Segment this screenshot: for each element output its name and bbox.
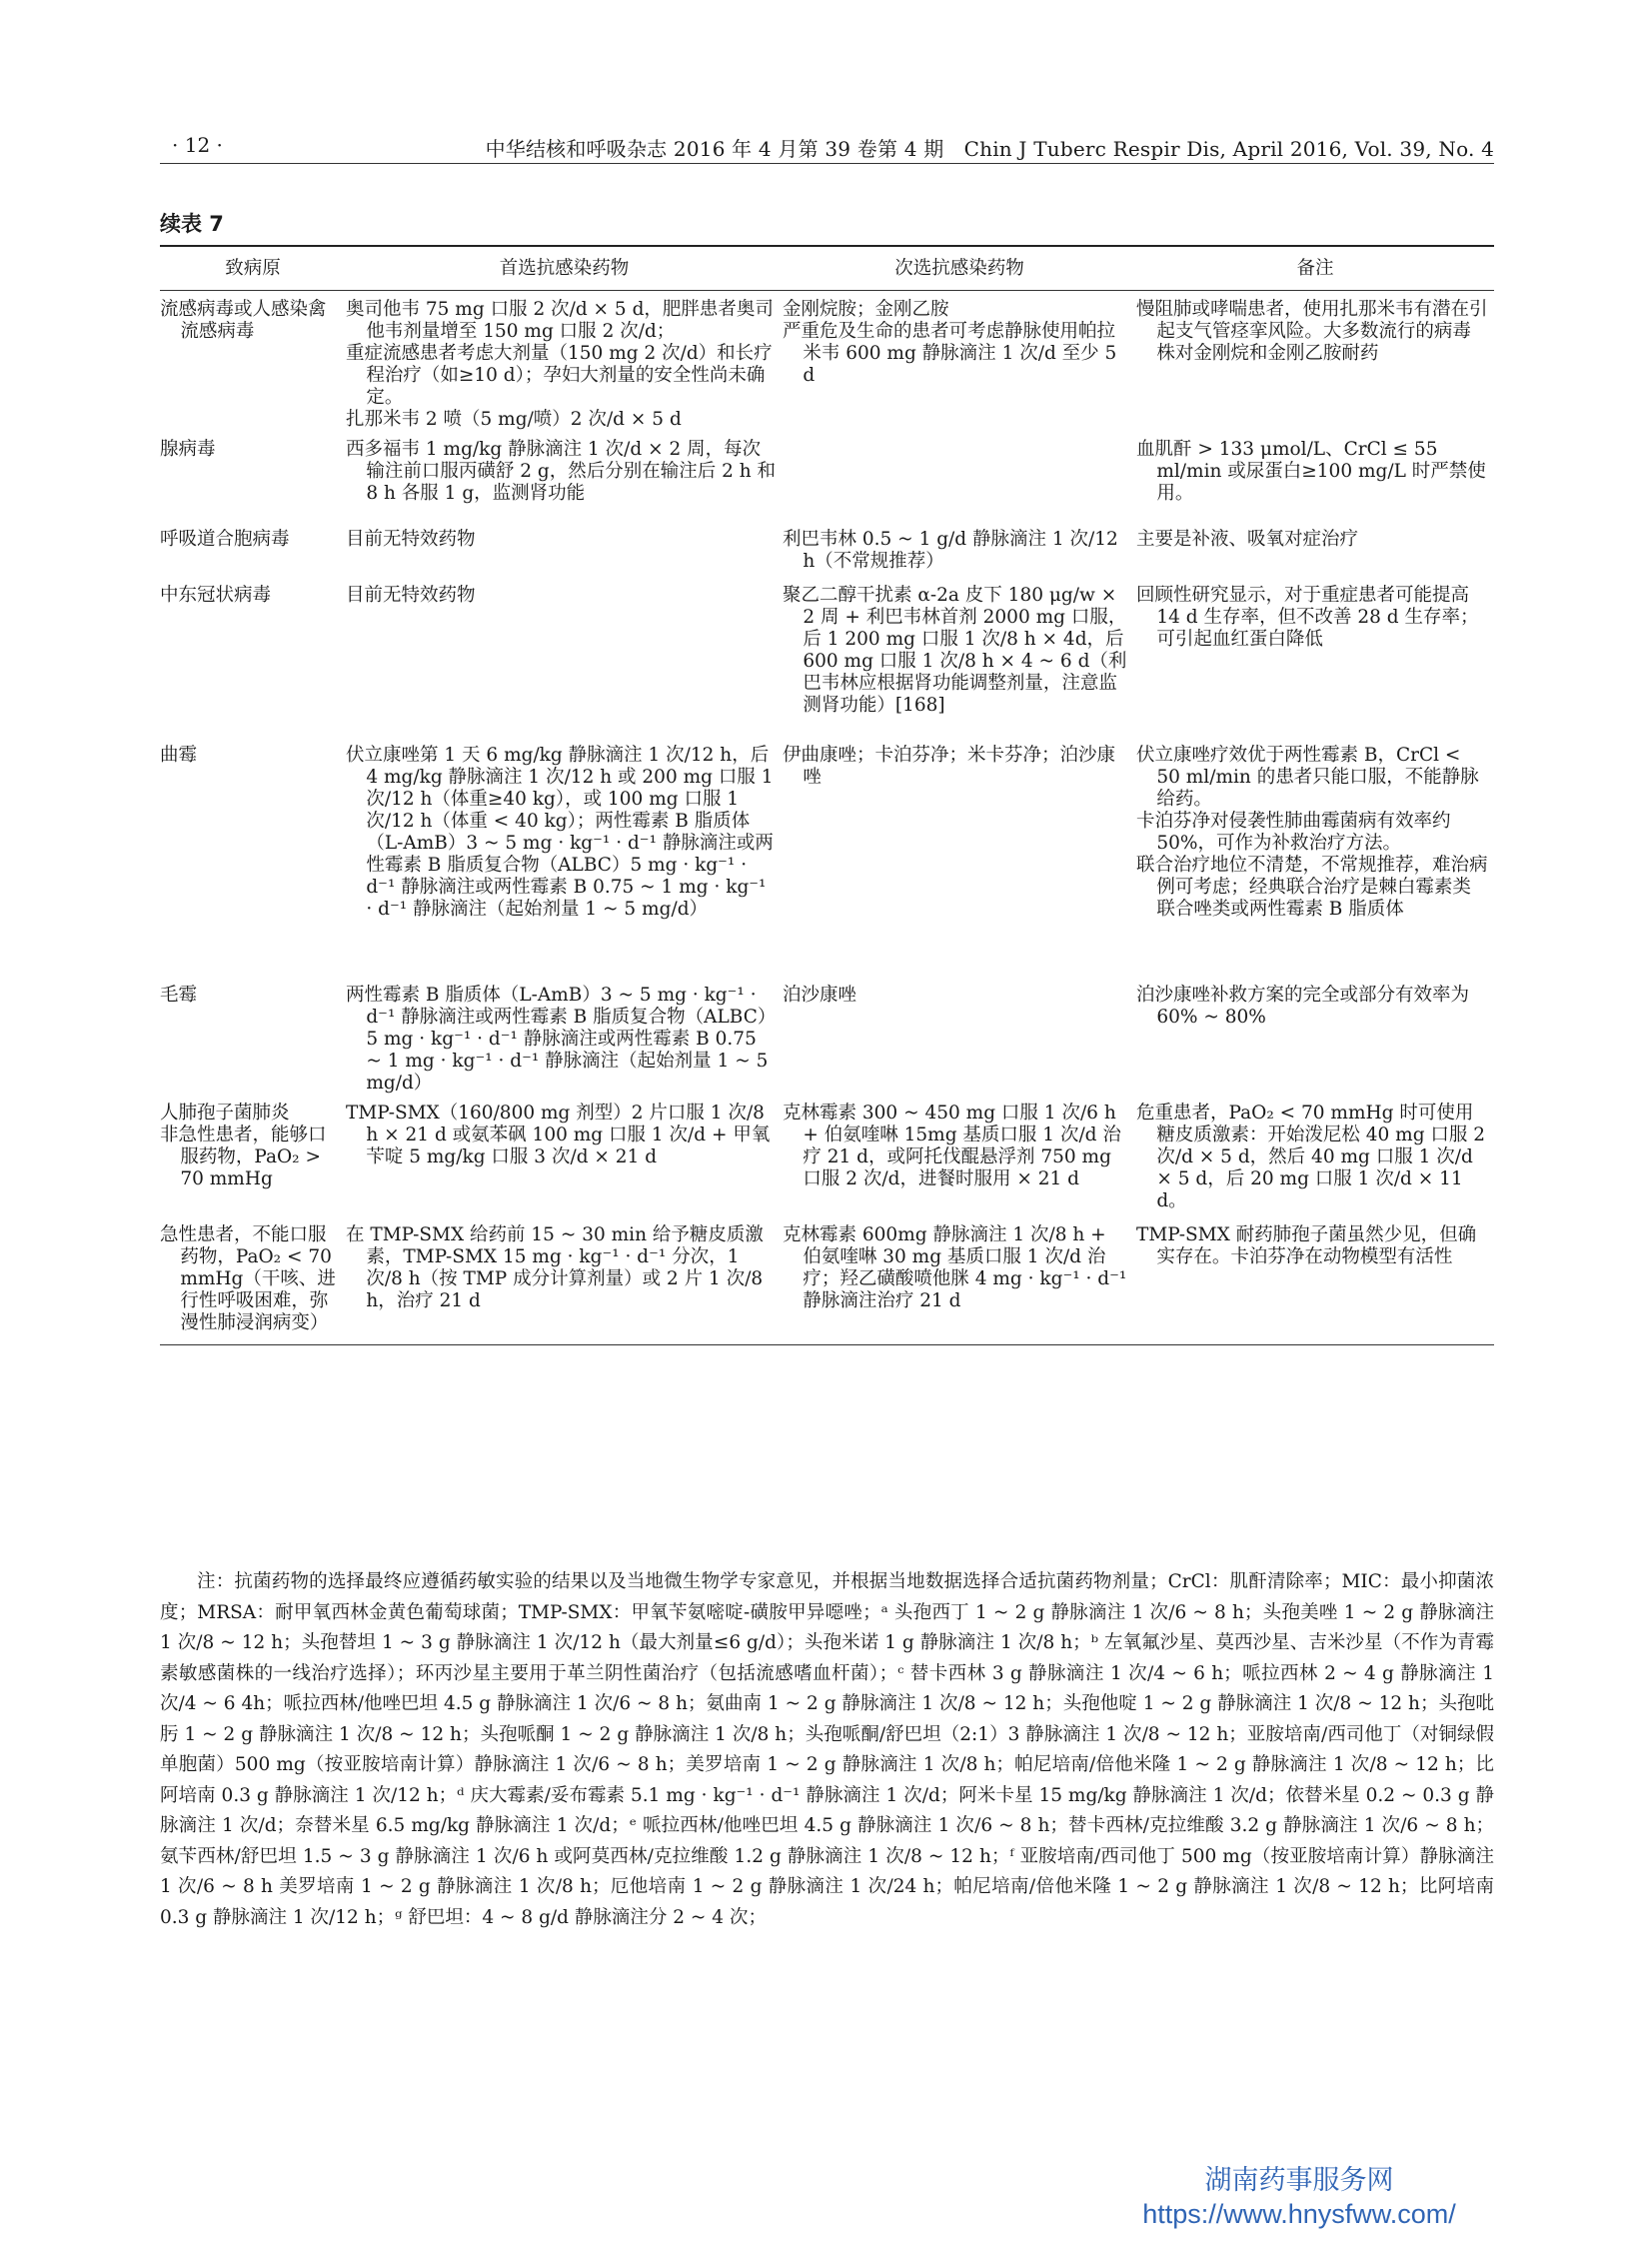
cell-second-choice xyxy=(783,737,1136,977)
cell-second-choice xyxy=(783,1216,1136,1344)
table-notes xyxy=(160,1567,1494,1933)
cell-remarks xyxy=(1136,977,1494,1095)
cell-first-choice xyxy=(346,737,783,977)
cell-text: 西多福韦 1 mg/kg 静脉滴注 1 次/d × 2 周，每次输注前口服丙磺舒 2 g，然后分别在输注后 2 h 和 8 h 各服 1 g，监测肾功能 xyxy=(346,439,782,504)
cell-text: 腺病毒 xyxy=(160,439,216,460)
cell-text: 两性霉素 B 脂质体（L-AmB）3 ~ 5 mg · kg⁻¹ · d⁻¹ 静脉滴注或两性霉素 B 脂质复合物（ALBC）5 mg · kg⁻¹ · d⁻¹ 静脉滴注或两性霉素 B 0.75 ~ 1 mg · kg⁻¹ · d⁻¹ 静脉滴注（起始剂量 1 ~ 5 mg/d） xyxy=(346,985,777,1094)
cell-text: 联合治疗地位不清楚，不常规推荐，难治病例可考虑；经典联合治疗是棘白霉素类联合唑类或两性霉素 B 脂质体 xyxy=(1136,855,1488,920)
cell-first-choice xyxy=(346,521,783,577)
table-row xyxy=(160,577,1494,737)
cell-remarks xyxy=(1136,1095,1494,1216)
cell-pathogen xyxy=(160,1216,346,1344)
cell-text: 扎那米韦 2 喷（5 mg/喷）2 次/d × 5 d xyxy=(346,409,682,430)
column-header-second-choice: 次选抗感染药物 xyxy=(783,246,1136,291)
column-header-pathogen: 致病原 xyxy=(160,246,346,291)
cell-text: 金刚烷胺；金刚乙胺 xyxy=(783,299,949,320)
cell-text: TMP-SMX（160/800 mg 剂型）2 片口服 1 次/8 h × 21 d 或氨苯砜 100 mg 口服 1 次/d + 甲氧苄啶 5 mg/kg 口服 3 次/d × 21 d xyxy=(346,1103,771,1167)
cell-text: 呼吸道合胞病毒 xyxy=(160,529,290,550)
cell-text: 聚乙二醇干扰素 α-2a 皮下 180 μg/w × 2 周 + 利巴韦林首剂 2000 mg 口服，后 1 200 mg 口服 1 次/8 h × 4d，后 600 mg 口服 1 次/8 h × 4 ~ 6 d（利巴韦林应根据肾功能调整剂量，注意监测肾功能）[168] xyxy=(783,585,1130,716)
cell-text: 人肺孢子菌肺炎 xyxy=(160,1103,290,1123)
cell-pathogen xyxy=(160,431,346,521)
table-row xyxy=(160,1095,1494,1216)
header-rule xyxy=(160,163,1494,164)
cell-remarks xyxy=(1136,521,1494,577)
column-header-first-choice: 首选抗感染药物 xyxy=(346,246,783,291)
cell-remarks xyxy=(1136,291,1494,432)
cell-text: 主要是补液、吸氧对症治疗 xyxy=(1136,529,1359,550)
cell-pathogen xyxy=(160,291,346,432)
cell-second-choice xyxy=(783,1095,1136,1216)
table-row xyxy=(160,521,1494,577)
site-watermark xyxy=(1089,2163,1509,2231)
cell-first-choice xyxy=(346,577,783,737)
antimicrobial-table xyxy=(160,245,1494,1344)
cell-text: 目前无特效药物 xyxy=(346,585,476,606)
cell-text: 在 TMP-SMX 给药前 15 ~ 30 min 给予糖皮质激素，TMP-SMX 15 mg · kg⁻¹ · d⁻¹ 分次，1 次/8 h（按 TMP 成分计算剂量）或 2 片 1 次/8 h，治疗 21 d xyxy=(346,1224,770,1311)
table-row xyxy=(160,737,1494,977)
cell-text: 毛霉 xyxy=(160,985,198,1006)
table-row xyxy=(160,291,1494,432)
cell-second-choice xyxy=(783,577,1136,737)
table-header-row xyxy=(160,246,1494,291)
cell-text: 利巴韦林 0.5 ~ 1 g/d 静脉滴注 1 次/12 h（不常规推荐） xyxy=(783,529,1124,572)
cell-text: 回顾性研究显示，对于重症患者可能提高 14 d 生存率，但不改善 28 d 生存率；可引起血红蛋白降低 xyxy=(1136,585,1479,650)
cell-first-choice xyxy=(346,1095,783,1216)
cell-text: 非急性患者，能够口服药物，PaO₂ > 70 mmHg xyxy=(160,1124,327,1189)
cell-second-choice xyxy=(783,977,1136,1095)
table-row xyxy=(160,431,1494,521)
cell-remarks xyxy=(1136,577,1494,737)
cell-first-choice xyxy=(346,431,783,521)
watermark-name: 湖南药事服务网 xyxy=(1204,2165,1394,2195)
cell-first-choice xyxy=(346,1216,783,1344)
cell-pathogen xyxy=(160,977,346,1095)
cell-second-choice xyxy=(783,521,1136,577)
cell-text: TMP-SMX 耐药肺孢子菌虽然少见，但确实存在。卡泊芬净在动物模型有活性 xyxy=(1136,1224,1477,1267)
cell-text: 目前无特效药物 xyxy=(346,529,476,550)
table-body xyxy=(160,291,1494,1345)
cell-text: 急性患者，不能口服药物，PaO₂ < 70 mmHg（干咳、进行性呼吸困难，弥漫性肺浸润病变） xyxy=(160,1224,338,1333)
cell-pathogen xyxy=(160,521,346,577)
cell-second-choice xyxy=(783,431,1136,521)
cell-text: 泊沙康唑补救方案的完全或部分有效率为 60% ~ 80% xyxy=(1136,985,1475,1028)
cell-text: 伊曲康唑；卡泊芬净；米卡芬净；泊沙康唑 xyxy=(783,745,1116,788)
cell-pathogen xyxy=(160,1095,346,1216)
column-header-remarks: 备注 xyxy=(1136,246,1494,291)
cell-remarks xyxy=(1136,737,1494,977)
cell-text: 泊沙康唑 xyxy=(783,985,857,1006)
table-row xyxy=(160,1216,1494,1344)
cell-text: 奥司他韦 75 mg 口服 2 次/d × 5 d，肥胖患者奥司他韦剂量增至 150 mg 口服 2 次/d； xyxy=(346,299,774,342)
cell-remarks xyxy=(1136,431,1494,521)
journal-citation: 中华结核和呼吸杂志 2016 年 4 月第 39 卷第 4 期 Chin J Tuberc Respir Dis, April 2016, Vol. 39, No. 4 xyxy=(485,137,1494,161)
cell-text: 伏立康唑疗效优于两性霉素 B，CrCl < 50 ml/min 的患者只能口服，不能静脉给药。 xyxy=(1136,745,1479,810)
cell-text: 中东冠状病毒 xyxy=(160,585,272,606)
cell-text: 重症流感患者考虑大剂量（150 mg 2 次/d）和长疗程治疗（如≥10 d）；孕妇大剂量的安全性尚未确定。 xyxy=(346,343,773,408)
page-header xyxy=(160,133,1494,163)
table-title: 续表 7 xyxy=(160,212,224,236)
table-row xyxy=(160,977,1494,1095)
table-bottom-rule xyxy=(160,1344,1494,1345)
cell-text: 慢阻肺或哮喘患者，使用扎那米韦有潜在引起支气管痉挛风险。大多数流行的病毒株对金刚烷和金刚乙胺耐药 xyxy=(1136,299,1488,364)
notes-paragraph: 注：抗菌药物的选择最终应遵循药敏实验的结果以及当地微生物学专家意见，并根据当地数据选择合适抗菌药物剂量；CrCl：肌酐清除率；MIC：最小抑菌浓度；MRSA：耐甲氧西林金黄色葡萄球菌；TMP-SMX：甲氧苄氨嘧啶-磺胺甲异噁唑；ᵃ 头孢西丁 1 ~ 2 g 静脉滴注 1 次/6 ~ 8 h；头孢美唑 1 ~ 2 g 静脉滴注 1 次/8 ~ 12 h；头孢替坦 1 ~ 3 g 静脉滴注 1 次/12 h（最大剂量≤6 g/d）；头孢米诺 1 g 静脉滴注 1 次/8 h；ᵇ 左氧氟沙星、莫西沙星、吉米沙星（不作为青霉素敏感菌株的一线治疗选择）；环丙沙星主要用于革兰阴性菌治疗（包括流感嗜血杆菌）；ᶜ 替卡西林 3 g 静脉滴注 1 次/4 ~ 6 h；哌拉西林 2 ~ 4 g 静脉滴注 1 次/4 ~ 6 4h；哌拉西林/他唑巴坦 4.5 g 静脉滴注 1 次/6 ~ 8 h；氨曲南 1 ~ 2 g 静脉滴注 1 次/8 ~ 12 h；头孢他啶 1 ~ 2 g 静脉滴注 1 次/8 ~ 12 h；头孢吡肟 1 ~ 2 g 静脉滴注 1 次/8 ~ 12 h；头孢哌酮 1 ~ 2 g 静脉滴注 1 次/8 h；头孢哌酮/舒巴坦（2:1）3 静脉滴注 1 次/8 ~ 12 h；亚胺培南/西司他丁（对铜绿假单胞菌）500 mg（按亚胺培南计算）静脉滴注 1 次/6 ~ 8 h；美罗培南 1 ~ 2 g 静脉滴注 1 次/8 h；帕尼培南/倍他米隆 1 ~ 2 g 静脉滴注 1 次/8 ~ 12 h；比阿培南 0.3 g 静脉滴注 1 次/12 h；ᵈ 庆大霉素/妥布霉素 5.1 mg · kg⁻¹ · d⁻¹ 静脉滴注 1 次/d；阿米卡星 15 mg/kg 静脉滴注 1 次/d；依替米星 0.2 ~ 0.3 g 静脉滴注 1 次/d；奈替米星 6.5 mg/kg 静脉滴注 1 次/d；ᵉ 哌拉西林/他唑巴坦 4.5 g 静脉滴注 1 次/6 ~ 8 h；替卡西林/克拉维酸 3.2 g 静脉滴注 1 次/6 ~ 8 h；氨苄西林/舒巴坦 1.5 ~ 3 g 静脉滴注 1 次/6 h 或阿莫西林/克拉维酸 1.2 g 静脉滴注 1 次/8 ~ 12 h；ᶠ 亚胺培南/西司他丁 500 mg（按亚胺培南计算）静脉滴注 1 次/6 ~ 8 h 美罗培南 1 ~ 2 g 静脉滴注 1 次/8 h；厄他培南 1 ~ 2 g 静脉滴注 1 次/24 h；帕尼培南/倍他米隆 1 ~ 2 g 静脉滴注 1 次/8 ~ 12 h；比阿培南 0.3 g 静脉滴注 1 次/12 h；ᵍ 舒巴坦：4 ~ 8 g/d 静脉滴注分 2 ~ 4 次； xyxy=(160,1571,1494,1928)
cell-second-choice xyxy=(783,291,1136,432)
table-container xyxy=(160,245,1494,1345)
cell-pathogen xyxy=(160,737,346,977)
cell-first-choice xyxy=(346,291,783,432)
cell-text: 危重患者，PaO₂ < 70 mmHg 时可使用糖皮质激素：开始泼尼松 40 mg 口服 2 次/d × 5 d，然后 40 mg 口服 1 次/d × 5 d，后 20 mg 口服 1 次/d × 11 d。 xyxy=(1136,1103,1491,1211)
cell-remarks xyxy=(1136,1216,1494,1344)
cell-text: 伏立康唑第 1 天 6 mg/kg 静脉滴注 1 次/12 h，后 4 mg/kg 静脉滴注 1 次/12 h 或 200 mg 口服 1 次/12 h（体重≥40 kg），或 100 mg 口服 1 次/12 h（体重 < 40 kg）；两性霉素 B 脂质体（L-AmB）3 ~ 5 mg · kg⁻¹ · d⁻¹ 静脉滴注或两性霉素 B 脂质复合物（ALBC）5 mg · kg⁻¹ · d⁻¹ 静脉滴注或两性霉素 B 0.75 ~ 1 mg · kg⁻¹ · d⁻¹ 静脉滴注（起始剂量 1 ~ 5 mg/d） xyxy=(346,745,780,920)
cell-text: 血肌酐 > 133 μmol/L、CrCl ≤ 55 ml/min 或尿蛋白≥100 mg/L 时严禁使用。 xyxy=(1136,439,1486,504)
cell-text: 流感病毒或人感染禽流感病毒 xyxy=(160,299,327,342)
cell-text: 克林霉素 300 ~ 450 mg 口服 1 次/6 h + 伯氨喹啉 15mg 基质口服 1 次/d 治疗 21 d，或阿托伐醌悬浮剂 750 mg 口服 2 次/d，进餐时服用 × 21 d xyxy=(783,1103,1122,1189)
cell-text: 卡泊芬净对侵袭性肺曲霉菌病有效率约 50%，可作为补救治疗方法。 xyxy=(1136,811,1457,854)
cell-text: 严重危及生命的患者可考虑静脉使用帕拉米韦 600 mg 静脉滴注 1 次/d 至少 5 d xyxy=(783,321,1123,386)
cell-pathogen xyxy=(160,577,346,737)
cell-text: 曲霉 xyxy=(160,745,198,766)
cell-first-choice xyxy=(346,977,783,1095)
watermark-url: https://www.hnysfww.com/ xyxy=(1142,2199,1456,2229)
cell-text: 克林霉素 600mg 静脉滴注 1 次/8 h + 伯氨喹啉 30 mg 基质口服 1 次/d 治疗；羟乙磺酸喷他脒 4 mg · kg⁻¹ · d⁻¹ 静脉滴注治疗 21 d xyxy=(783,1224,1133,1311)
page-number: · 12 · xyxy=(172,133,223,157)
